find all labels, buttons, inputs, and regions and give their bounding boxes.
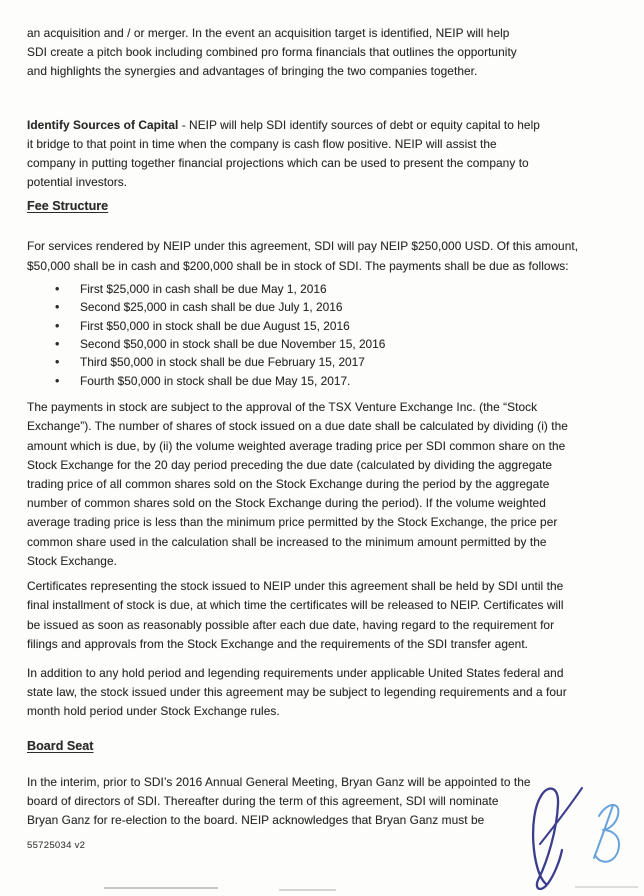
text-line: filings and approvals from the Stock Exchange and the requirements of the SDI transfer agent. [27, 636, 529, 651]
heading-fee-structure: Fee Structure [27, 199, 109, 214]
scan-artifact-line [104, 887, 218, 889]
text-line: Stock Exchange for the 20 day period preceding the due date (calculated by dividing the aggregate [27, 457, 553, 472]
text-line: The payments in stock are subject to the approval of the TSX Venture Exchange Inc. (the “Stock [27, 400, 538, 415]
paragraph-stock-payments [27, 398, 630, 571]
text-line: average trading price is less than the minimum price permitted by the Stock Exchange, the price per [27, 515, 558, 530]
initial-navy-stroke-icon [540, 788, 582, 844]
text-line: Exchange”). The number of shares of stock issued on a due date shall be calculated by dividing (i) the [27, 419, 568, 434]
initial-blue-icon [595, 805, 619, 862]
text-line: In the interim, prior to SDI’s 2016 Annual General Meeting, Bryan Ganz will be appointed to the [27, 774, 531, 789]
text-line: common share used in the calculation shall be increased to the minimum amount permitted by the [27, 534, 547, 549]
bullet-item: • Second $25,000 in cash shall be due July 1, 2016 [55, 298, 630, 316]
text-line: Bryan Ganz for re-election to the board. NEIP acknowledges that Bryan Ganz must be [27, 812, 485, 827]
text-line: board of directors of SDI. Thereafter during the term of this agreement, SDI will nominate [27, 793, 499, 808]
paragraph-identify-sources-of-capital [27, 116, 630, 193]
text-line [27, 116, 630, 135]
initial-navy-icon [533, 789, 562, 889]
text-line: final installment of stock is due, at which time the certificates will be released to NEIP. Certificates will [27, 598, 564, 613]
heading-board-seat: Board Seat [27, 738, 94, 753]
bullet-item: • Fourth $50,000 in stock shall be due May 15, 2017. [55, 372, 630, 390]
text-line: number of common shares sold on the Stock Exchange during the period). If the volume weighted [27, 496, 546, 511]
document-body [27, 24, 630, 830]
paragraph-hold-period [27, 664, 630, 722]
paragraph-certificates [27, 577, 630, 654]
paragraph-fees-intro [27, 237, 630, 275]
signature-initials [516, 772, 644, 896]
bullet-item: • Third $50,000 in stock shall be due February 15, 2017 [55, 353, 630, 371]
text-line: Certificates representing the stock issued to NEIP under this agreement shall be held by SDI until the [27, 579, 564, 594]
text-line: SDI create a pitch book including combined pro forma financials that outlines the opportunity [27, 45, 517, 60]
text-line: Stock Exchange. [27, 553, 117, 568]
scan-artifact-line [279, 889, 336, 891]
text-line: month hold period under Stock Exchange rules. [27, 704, 280, 719]
text-line: For services rendered by NEIP under this agreement, SDI will pay NEIP $250,000 USD. Of this amount, [27, 239, 579, 254]
text-line: an acquisition and / or merger. In the event an acquisition target is identified, NEIP will help [27, 26, 510, 40]
scan-artifact-line [575, 886, 638, 888]
text-line: In addition to any hold period and legending requirements under applicable United States federal and [27, 665, 564, 680]
fee-payment-bullet-list [27, 280, 630, 390]
text-line: be issued as soon as reasonably possible after each due date, having regard to the requirement for [27, 617, 555, 632]
text-line: amount which is due, by (ii) the volume weighted average trading price per SDI common share on the [27, 438, 566, 453]
text-line: and highlights the synergies and advantages of bringing the two companies together. [27, 64, 478, 79]
bullet-item: • First $50,000 in stock shall be due August 15, 2016 [55, 317, 630, 335]
lead-line-rest: - NEIP will help SDI identify sources of debt or equity capital to help [178, 117, 540, 132]
bullet-item: • First $25,000 in cash shall be due May 1, 2016 [55, 280, 630, 298]
bold-lead-in: Identify Sources of Capital [27, 117, 179, 132]
text-line: potential investors. [27, 175, 128, 190]
paragraph-acquisition [27, 24, 630, 82]
text-line: it bridge to that point in time when the company is cash flow positive. NEIP will assist the [27, 136, 497, 151]
text-line: company in putting together financial projections which can be used to present the company to [27, 156, 529, 171]
footer-doc-number: 55725034 v2 [27, 840, 86, 851]
bullet-item: • Second $50,000 in stock shall be due November 15, 2016 [55, 335, 630, 353]
text-line: trading price of all common shares sold on the Stock Exchange during the period by the aggregate [27, 477, 550, 492]
text-line: state law, the stock issued under this agreement may be subject to legending requirements and a four [27, 685, 567, 700]
initials-svg [516, 772, 644, 896]
text-line: $50,000 shall be in cash and $200,000 shall be in stock of SDI. The payments shall be due as follows: [27, 258, 569, 273]
